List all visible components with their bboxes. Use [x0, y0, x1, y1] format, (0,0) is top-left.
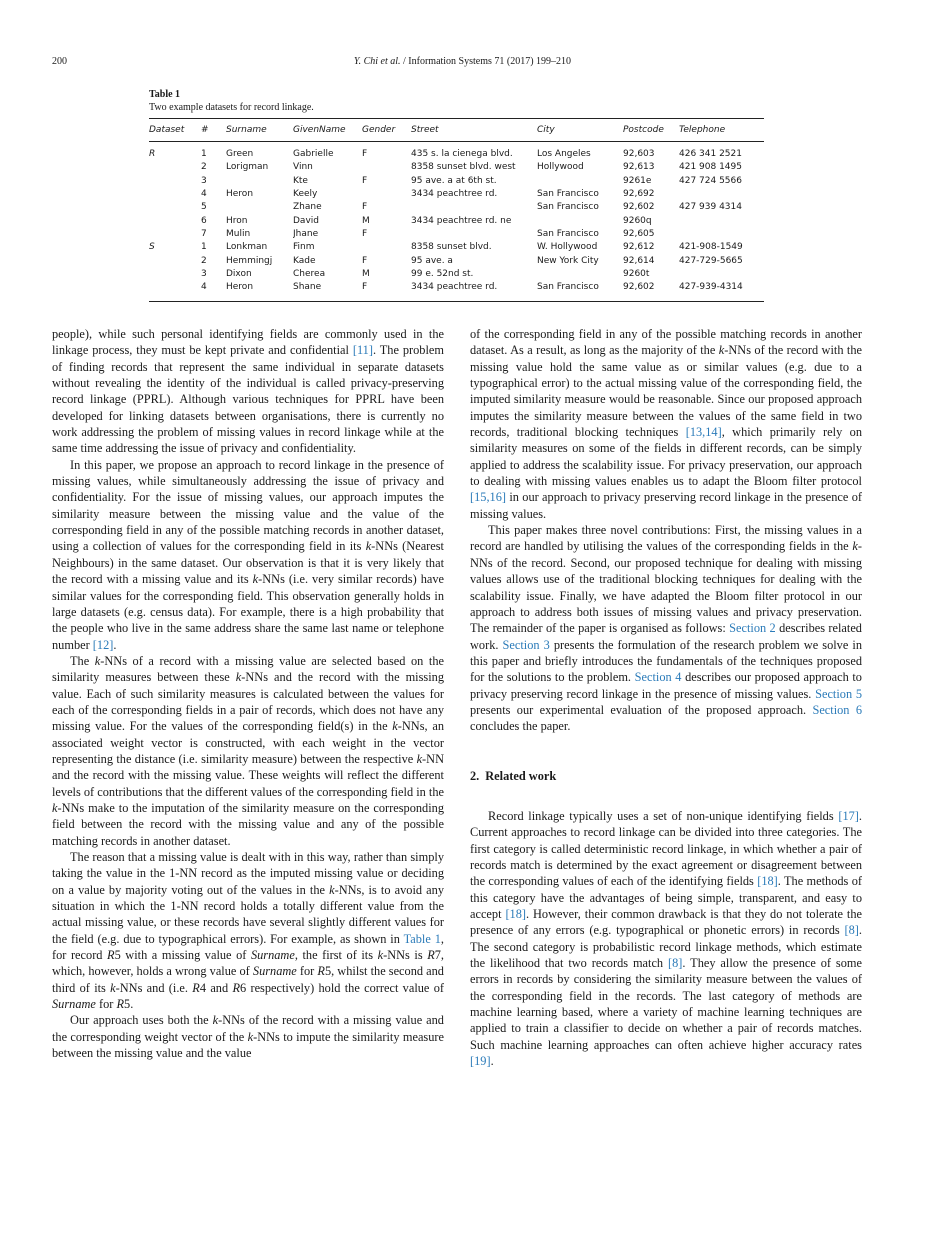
table-cell	[362, 241, 411, 254]
table-cell: 421-908-1549	[679, 242, 743, 253]
table-row	[149, 241, 764, 254]
text-run: , which primarily rely on similarity measures on some of the fields in different records, can be simply applied to address the scalability issue. For privacy preservation, our approach to dealing with missing values enables us to adapt the Bloom filter protocol	[470, 425, 862, 489]
column-header: GivenName	[293, 119, 362, 142]
column-header: Surname	[226, 119, 293, 142]
table-cell: Lonkman	[226, 242, 268, 253]
table-cell	[537, 215, 623, 228]
reference-link[interactable]: [12]	[92, 637, 114, 652]
table-cell: San Francisco	[537, 229, 599, 240]
italic-term: Surname	[52, 997, 96, 1012]
table-cell: 3434 peachtree rd.	[411, 189, 498, 200]
table-cell: Finm	[293, 242, 315, 253]
text-run: -NNs of the record with the missing value hold the same value as or similar values (e.g. due to a typographical error) to the actual missing value of the corresponding field, the imputed similarity measure would be reasonable. Since our proposed approach imputes the similarity measure between the values of the same field in two records, traditional blocking techniques	[470, 343, 862, 440]
reference-link[interactable]: Section 6	[812, 702, 862, 717]
table-row	[149, 142, 764, 162]
italic-term: k	[852, 539, 858, 554]
table-cell: 427 724 5566	[679, 175, 742, 186]
table-cell: 95 ave. a	[411, 255, 453, 266]
table-cell: Zhane	[293, 202, 322, 213]
text-run: presents the formulation of the research problem we solve in this paper and briefly introduces the fundamentals of the techniques proposed for the solutions to the problem.	[470, 637, 862, 685]
table-cell: 8358 sunset blvd.	[411, 242, 492, 253]
table-cell	[537, 268, 623, 281]
table-1	[149, 88, 764, 302]
table-cell: M	[362, 269, 370, 280]
table-cell: 3	[201, 175, 207, 186]
text-run: -NNs, an associated weight vector is constructed, with each weight in the vector representing the distance (i.e. similarity measure) between the respective	[52, 719, 444, 766]
italic-term: k	[416, 751, 423, 766]
table-cell: 427 939 4314	[679, 202, 742, 213]
table-cell: Los Angeles	[537, 149, 591, 159]
table-cell: S	[149, 242, 155, 253]
table-cell	[149, 281, 201, 301]
column-header: City	[537, 119, 623, 142]
text-run: Record linkage typically uses a set of non-unique identifying fields	[488, 808, 839, 823]
table-cell	[149, 161, 201, 174]
table-cell: San Francisco	[537, 202, 599, 213]
text-run: The	[70, 653, 95, 668]
italic-term: R	[107, 948, 115, 963]
paragraph	[470, 326, 862, 522]
text-run: of the corresponding field in any of the possible matching records in another dataset. As a result, as long as the majority of the	[470, 327, 862, 358]
column-header: Gender	[362, 119, 411, 142]
table-cell: 9260q	[623, 215, 652, 226]
column-header: Street	[411, 119, 537, 142]
table-cell	[149, 188, 201, 201]
paragraph	[470, 522, 862, 734]
italic-term: k	[365, 539, 372, 554]
table-cell	[362, 161, 411, 174]
reference-link[interactable]: [8]	[668, 956, 683, 971]
table-cell: 92,605	[623, 229, 655, 240]
table-row	[149, 188, 764, 201]
reference-link[interactable]: [18]	[757, 874, 778, 889]
table-cell: M	[362, 215, 370, 226]
reference-link[interactable]: [18]	[505, 907, 527, 921]
italic-term: k	[718, 343, 725, 358]
table-cell: Lorigman	[226, 162, 269, 173]
italic-term: R	[192, 980, 200, 995]
column-header: #	[201, 119, 226, 142]
table-cell	[411, 228, 537, 241]
text-run: for	[95, 997, 117, 1012]
table-cell: 92,603	[623, 149, 655, 159]
text-run: for	[296, 964, 318, 979]
table-cell: Heron	[226, 189, 254, 200]
text-run: In this paper, we propose an approach to record linkage in the presence of missing values, while simultaneously addressing the issue of privacy and confidentiality. For the issue of missing values, our approach imputes the similarity measure between the missing value and the value of the corresponding field in any of the possible matching records in another dataset, using a collection of values for the corresponding field in its	[52, 457, 444, 554]
table-cell: 1	[201, 149, 207, 159]
table-cell: 427-939-4314	[679, 282, 743, 293]
table-cell: 92,613	[623, 162, 655, 173]
text-run: 5, whilst the second and third of its	[52, 964, 444, 995]
paragraph	[52, 849, 444, 1012]
table-cell: Kte	[293, 175, 308, 186]
italic-term: Surname	[252, 964, 297, 979]
text-run: -NNs (i.e. very similar records) have similar values for the corresponding field. This observation generally holds in large datasets (e.g. census data). For example, there is a high probability that the people who live in the same address share the same last name or telephone number	[52, 572, 444, 652]
table-row	[149, 175, 764, 188]
table-row	[149, 255, 764, 268]
table-cell: 8358 sunset blvd. west	[411, 162, 516, 173]
text-run: 4 and	[199, 980, 233, 995]
table-cell	[411, 201, 537, 214]
column-header: Postcode	[623, 119, 679, 142]
text-run: 6 respectively) hold the correct value of	[239, 980, 444, 995]
table-cell: 5	[201, 202, 207, 213]
text-run: -NNs make to the imputation of the similarity measure on the corresponding field between the record with the missing value and any of the possible matching records in another dataset.	[52, 800, 444, 848]
column-header: Dataset	[149, 119, 201, 142]
table-cell	[226, 175, 293, 188]
text-run: .	[113, 637, 117, 652]
text-run: -NNs of the record. Second, our proposed technique for dealing with missing values allows use of the traditional blocking techniques for dealing with the scalability issue. Finally, we have adapted the Bloom filter protocol in our approach to address both issues of missing values and privacy preservation. The remainder of the paper is organised as follows:	[470, 539, 862, 636]
text-run: . The second category is probabilistic record linkage methods, which estimate the likelihood that two records match	[470, 923, 862, 971]
table-cell: Hollywood	[537, 162, 584, 173]
table-row	[149, 201, 764, 214]
reference-link[interactable]: Section 3	[502, 637, 550, 652]
table-cell	[362, 188, 411, 201]
paragraph	[52, 653, 444, 849]
table-cell: 3434 peachtree rd.	[411, 282, 498, 293]
text-run: This paper makes three novel contributions: First, the missing values in a record are handled by utilising the values of the corresponding fields in the	[470, 523, 862, 554]
table-cell: Gabrielle	[293, 149, 334, 159]
table-cell	[149, 201, 201, 214]
table-cell: 427-729-5665	[679, 255, 743, 266]
table-cell: Hron	[226, 215, 248, 226]
table-cell: 426 341 2521	[679, 149, 742, 159]
text-run: . Current approaches to record linkage can be divided into three categories. The first category is called deterministic record linkage, in which whether a pair of records match is determined by the exact agreement or disagreement between the corresponding values of each of the identifying fields	[470, 808, 862, 889]
text-run: people), while such personal identifying fields are commonly used in the linkage process, they must be kept private and confidential	[52, 327, 444, 358]
table-cell	[679, 188, 764, 201]
text-run: . They allow the presence of some errors in records by considering the similarity measure between the values of the corresponding field in the records. The last category of methods are machine learning based, where a variety of machine learning techniques are applied to train a classifier to decide on whether a pair of records matches. Such machine learning approaches can often achieve higher accuracy rates	[470, 956, 862, 1052]
reference-link[interactable]: [15,16]	[470, 490, 506, 505]
table-cell: 95 ave. a at 6th st.	[411, 175, 497, 186]
text-run: -NNs and (i.e.	[115, 980, 193, 995]
table-cell: Heron	[226, 282, 254, 293]
table-cell: Kade	[293, 255, 316, 266]
text-run: describes related work.	[470, 621, 862, 652]
table-cell: 92,602	[623, 202, 655, 213]
running-head-journal: / Information Systems 71 (2017) 199–210	[400, 56, 572, 67]
italic-term: k	[329, 882, 335, 897]
reference-link[interactable]: Section 4	[634, 670, 682, 685]
table-cell: 9260t	[623, 269, 650, 280]
table-cell: R	[149, 149, 156, 159]
table-cell: 435 s. la cienega blvd.	[411, 149, 513, 159]
italic-term: k	[94, 653, 101, 668]
table-cell: 2	[201, 162, 207, 173]
table-cell: W. Hollywood	[537, 242, 598, 253]
datasets-table	[149, 118, 764, 302]
table-cell: 92,612	[623, 242, 655, 253]
table-row	[149, 268, 764, 281]
italic-term: R	[317, 964, 325, 979]
table-cell: San Francisco	[537, 189, 599, 200]
table-caption: Two example datasets for record linkage.	[149, 102, 314, 113]
table-cell: 99 e. 52nd st.	[411, 269, 474, 280]
table-cell	[149, 175, 201, 188]
text-run: -NNs is	[383, 948, 428, 963]
paragraph	[52, 457, 444, 653]
table-header-row	[149, 119, 764, 142]
table-cell: 421 908 1495	[679, 162, 742, 173]
left-column	[52, 326, 444, 1061]
italic-term: R	[116, 997, 125, 1012]
table-cell	[149, 255, 201, 268]
table-cell: 92,692	[623, 189, 655, 200]
table-cell: Jhane	[293, 229, 319, 240]
text-run: in our approach to privacy preserving record linkage in the presence of missing values.	[470, 490, 862, 521]
text-run: -NNs of a record with a missing value are selected based on the similarity measures between these	[52, 653, 444, 685]
text-run: 7, which, however, holds a wrong value of	[52, 948, 444, 979]
right-column	[470, 326, 862, 1069]
text-run: Our approach uses both the	[70, 1013, 213, 1028]
text-run: The reason that a missing value is dealt with in this way, rather than simply taking the value in the 1-NN record as the imputed missing value or deciding on a value by majority voting out of the values in the	[52, 850, 444, 897]
table-cell	[679, 268, 764, 281]
text-run: -NNs, is to avoid any situation in which the 1-NN record holds a totally different value from the actual missing value, or these records have several slightly different values for the field (e.g. due to typographical errors). For example, as shown in	[52, 882, 444, 946]
table-row	[149, 228, 764, 241]
table-cell: Dixon	[226, 269, 252, 280]
text-run: , for record	[52, 931, 444, 963]
text-run: -NNs (Nearest Neighbours) in the same dataset. Our observation is that it is very likely that the record with a missing value and its	[52, 539, 444, 587]
table-cell	[149, 228, 201, 241]
text-run: 5 with a missing value of	[114, 948, 251, 963]
table-cell: Cherea	[293, 269, 326, 280]
italic-term: R	[232, 980, 240, 995]
italic-term: k	[212, 1013, 219, 1028]
reference-link[interactable]: [19]	[470, 1054, 491, 1069]
text-run: . The problem of finding records that represent the same individual in separate datasets without revealing the identity of the individual is called privacy-preserving record linkage (PPRL). Although various techniques for PPRL have been developed for linking datasets between organisations, there is currently no work addressing the problem of missing values in record linkage while at the same time addressing the issue of privacy and confidentiality.	[52, 343, 444, 456]
table-cell: Hemmingj	[226, 255, 273, 266]
reference-link[interactable]: [13,14]	[685, 425, 722, 440]
reference-link[interactable]: [11]	[352, 343, 373, 358]
italic-term: k	[52, 800, 58, 815]
table-cell: Vinn	[293, 162, 313, 173]
table-cell	[679, 215, 764, 228]
paragraph	[52, 1012, 444, 1061]
table-cell: 92,614	[623, 255, 655, 266]
table-cell: New York City	[537, 255, 599, 266]
table-cell: 1	[201, 242, 207, 253]
text-run: presents our experimental evaluation of the proposed approach.	[470, 702, 813, 717]
text-run: -NNs and the record with the missing value. Each of such similarity measures is calculated between the values for each of the corresponding fields in a pair of records, which does not have any missing value. For the values of the corresponding field(s) in the	[52, 670, 444, 734]
column-header: Telephone	[679, 119, 764, 142]
table-cell: Shane	[293, 282, 322, 293]
table-cell: 7	[201, 229, 207, 240]
reference-link[interactable]: [17]	[838, 808, 859, 823]
running-head-authors: Y. Chi et al.	[353, 56, 401, 67]
text-run: -NNs to impute the similarity measure between the missing value and the value	[52, 1029, 444, 1061]
table-cell: F	[362, 282, 368, 293]
table-cell	[226, 201, 293, 214]
table-row	[149, 215, 764, 228]
italic-term: k	[247, 1029, 254, 1044]
table-cell: Keely	[293, 189, 318, 200]
table-cell: 6	[201, 215, 207, 226]
table-row	[149, 161, 764, 174]
table-cell: F	[362, 175, 368, 186]
reference-link[interactable]: [8]	[844, 923, 859, 938]
italic-term: k	[377, 948, 384, 963]
table-cell: 3	[201, 269, 207, 280]
italic-term: k	[110, 980, 116, 995]
text-run: , the first of its	[294, 948, 378, 963]
running-head	[0, 56, 925, 67]
table-cell: 4	[201, 189, 207, 200]
table-cell	[679, 228, 764, 241]
text-run: describes our proposed approach to privacy preserving record linkage in the presence of missing values.	[470, 670, 862, 701]
table-cell: F	[362, 255, 368, 266]
table-cell: 2	[201, 255, 207, 266]
table-cell: 4	[201, 282, 207, 293]
table-cell: 3434 peachtree rd. ne	[411, 215, 512, 226]
table-cell: David	[293, 215, 319, 226]
section-heading-related-work	[470, 768, 862, 784]
text-run: . However, their common drawback is that they do not tolerate the presence of any errors (e.g. typographical or phonetic errors) in records	[470, 907, 862, 938]
table-cell: San Francisco	[537, 282, 599, 293]
table-cell: 92,602	[623, 282, 655, 293]
text-run: . The methods of this category have the advantages of being simple, transparent, and easy to accept	[470, 874, 862, 921]
page-number: 200	[52, 56, 67, 67]
table-cell: F	[362, 202, 368, 213]
italic-term: Surname	[250, 948, 295, 963]
table-cell	[149, 215, 201, 228]
section-title: Related work	[485, 768, 557, 783]
text-run: -NNs of the record with a missing value and the corresponding weight vector of the	[52, 1013, 444, 1044]
text-run: -NN and the record with the missing value. These weights will reflect the different levels of contributions that the different values of the corresponding field in the	[52, 751, 444, 799]
table-row	[149, 281, 764, 301]
text-run: 5.	[124, 997, 134, 1012]
text-run: .	[490, 1054, 494, 1069]
table-cell: 9261e	[623, 175, 652, 186]
section-number: 2.	[470, 768, 480, 783]
reference-link[interactable]: Section 2	[729, 621, 776, 636]
italic-term: k	[252, 572, 259, 587]
table-cell: F	[362, 229, 368, 240]
italic-term: k	[235, 670, 242, 685]
table-cell	[537, 175, 623, 188]
table-label: Table 1	[149, 89, 181, 100]
italic-term: R	[427, 948, 435, 963]
table-cell	[149, 268, 201, 281]
paragraph	[52, 326, 444, 457]
italic-term: k	[392, 719, 398, 734]
table-cell: Green	[226, 149, 254, 159]
reference-link[interactable]: Section 5	[815, 686, 862, 701]
paragraph	[470, 808, 862, 1070]
reference-link[interactable]: Table 1	[403, 931, 441, 946]
table-cell: F	[362, 149, 368, 159]
text-run: concludes the paper.	[470, 719, 571, 734]
table-cell: Mulin	[226, 229, 251, 240]
